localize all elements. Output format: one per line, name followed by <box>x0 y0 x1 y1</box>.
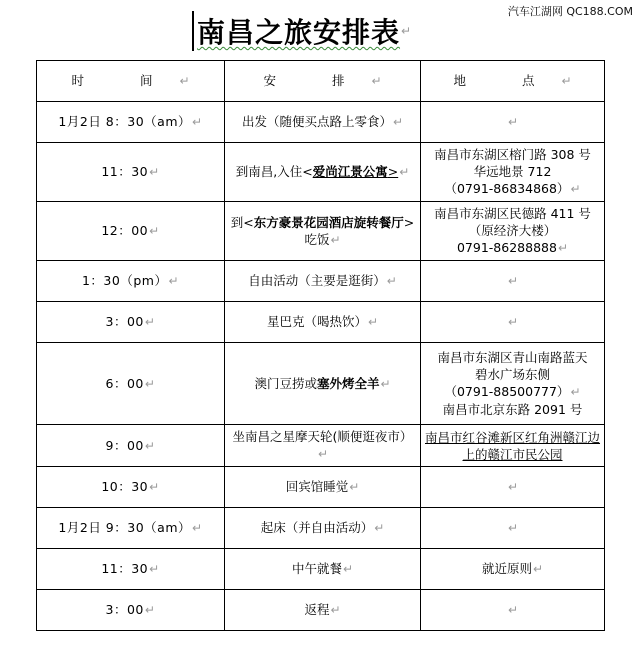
table-row <box>37 102 605 143</box>
plan-cell[interactable]: 回宾馆睡觉↵ <box>225 467 421 508</box>
plan-cell[interactable]: 中午就餐↵ <box>225 549 421 590</box>
place-cell[interactable]: 南昌市红谷滩新区红角洲赣江边上的赣江市民公园 <box>421 425 605 467</box>
place-cell[interactable]: ↵ <box>421 467 605 508</box>
time-cell[interactable]: 10：30↵ <box>37 467 225 508</box>
watermark-site: QC188.COM <box>566 5 633 18</box>
watermark <box>508 3 633 19</box>
table-row <box>37 302 605 343</box>
table-row <box>37 549 605 590</box>
watermark-text: 汽车江湖网 <box>507 5 563 18</box>
table-row <box>37 202 605 261</box>
table-row <box>37 143 605 202</box>
plan-cell[interactable]: 澳门豆捞或塞外烤全羊↵ <box>225 343 421 425</box>
table-row <box>37 508 605 549</box>
page-title[interactable]: 南昌之旅安排表 <box>197 16 401 49</box>
time-cell[interactable]: 11：30↵ <box>37 549 225 590</box>
text-cursor <box>192 11 194 51</box>
place-cell[interactable]: 南昌市东湖区榕门路 308 号 华远地景 712 （0791-86834868）↵ <box>421 143 605 202</box>
place-cell[interactable]: ↵ <box>421 508 605 549</box>
place-cell[interactable]: ↵ <box>421 590 605 631</box>
table-row <box>37 343 605 425</box>
table-row <box>37 261 605 302</box>
table-row <box>37 467 605 508</box>
header-plan[interactable]: 安 排↵ <box>225 61 421 102</box>
plan-cell[interactable]: 出发（随便买点路上零食）↵ <box>225 102 421 143</box>
plan-cell[interactable]: 到<东方豪景花园酒店旋转餐厅>吃饭↵ <box>225 202 421 261</box>
plan-cell[interactable]: 到南昌,入住<爱尚江景公寓>↵ <box>225 143 421 202</box>
place-cell[interactable]: 就近原则↵ <box>421 549 605 590</box>
schedule-table <box>36 60 605 631</box>
time-cell[interactable]: 11：30↵ <box>37 143 225 202</box>
time-cell[interactable]: 3：00↵ <box>37 302 225 343</box>
time-cell[interactable]: 3：00↵ <box>37 590 225 631</box>
place-cell[interactable]: 南昌市东湖区青山南路蓝天 碧水广场东侧 （0791-88500777）↵ 南昌市北京东路 2091 号 <box>421 343 605 425</box>
table-row <box>37 590 605 631</box>
time-cell[interactable]: 1月2日 9：30（am）↵ <box>37 508 225 549</box>
time-cell[interactable]: 6：00↵ <box>37 343 225 425</box>
time-cell[interactable]: 1：30（pm）↵ <box>37 261 225 302</box>
place-cell[interactable]: ↵ <box>421 261 605 302</box>
plan-cell[interactable]: 起床（并自由活动）↵ <box>225 508 421 549</box>
place-cell[interactable]: ↵ <box>421 102 605 143</box>
place-cell[interactable]: ↵ <box>421 302 605 343</box>
time-cell[interactable]: 9：00↵ <box>37 425 225 467</box>
plan-cell[interactable]: 坐南昌之星摩天轮(顺便逛夜市）↵ <box>225 425 421 467</box>
time-cell[interactable]: 12：00↵ <box>37 202 225 261</box>
time-cell[interactable]: 1月2日 8：30（am）↵ <box>37 102 225 143</box>
plan-cell[interactable]: 星巴克（喝热饮）↵ <box>225 302 421 343</box>
header-time[interactable]: 时 间↵ <box>37 61 225 102</box>
title-area <box>192 10 411 52</box>
paragraph-mark-icon: ↵ <box>401 24 412 38</box>
header-row <box>37 61 605 102</box>
header-place[interactable]: 地 点↵ <box>421 61 605 102</box>
plan-cell[interactable]: 自由活动（主要是逛街）↵ <box>225 261 421 302</box>
place-cell[interactable]: 南昌市东湖区民德路 411 号 （原经济大楼） 0791-86288888↵ <box>421 202 605 261</box>
plan-cell[interactable]: 返程↵ <box>225 590 421 631</box>
table-row <box>37 425 605 467</box>
